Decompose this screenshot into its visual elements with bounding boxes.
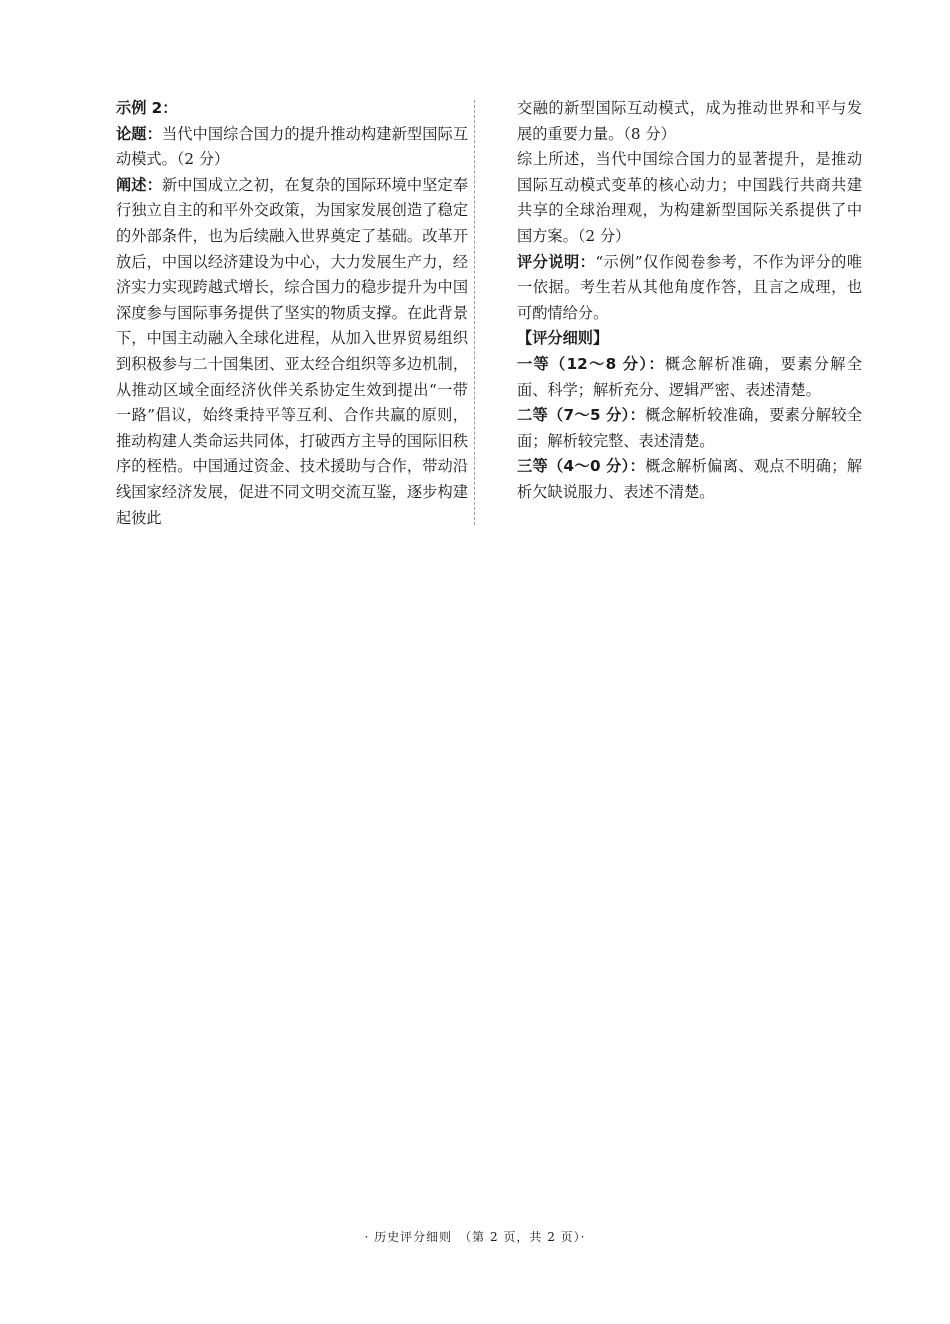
elaboration-label: 阐述：	[116, 175, 162, 194]
example-title	[116, 96, 468, 122]
grade-first-text: 概念解析准确，要素分解全面、科学；解析充分、逻辑严密、表述清楚。	[517, 354, 863, 399]
scoring-note-label: 评分说明：	[517, 252, 596, 271]
grade-third-label: 三等（4～0 分）：	[517, 457, 646, 476]
grade-second	[517, 403, 862, 454]
rubric-title-text: 【评分细则】	[517, 329, 609, 348]
page-footer: · 历史评分细则 （第 2 页，共 2 页）·	[364, 1230, 586, 1244]
thesis-paragraph	[116, 122, 468, 173]
thesis-text: 当代中国综合国力的提升推动构建新型国际互动模式。（2 分）	[116, 124, 469, 169]
example-title-text: 示例 2：	[116, 99, 178, 117]
grade-second-label: 二等（7～5 分）：	[517, 406, 646, 425]
left-column	[116, 96, 468, 531]
grade-second-text: 概念解析较准确，要素分解较全面；解析较完整、表述清楚。	[517, 406, 863, 450]
rubric-title	[517, 326, 862, 352]
right-column	[517, 96, 862, 506]
continuation-paragraph: 交融的新型国际互动模式，成为推动世界和平与发展的重要力量。（8 分）	[517, 99, 862, 143]
grade-third	[517, 454, 862, 505]
elaboration-paragraph	[116, 173, 468, 531]
grade-first-label: 一等（12～8 分）：	[517, 354, 665, 373]
grade-first	[517, 352, 862, 403]
thesis-label: 论题：	[116, 124, 162, 143]
scoring-note-text: “示例”仅作阅卷参考，不作为评分的唯一依据。考生若从其他角度作答，且言之成理，也可酌情给分。	[517, 252, 863, 322]
column-divider	[474, 100, 475, 525]
conclusion-paragraph: 综上所述，当代中国综合国力的显著提升，是推动国际互动模式变革的核心动力；中国践行共商共建共享的全球治理观，为构建新型国际关系提供了中国方案。（2 分）	[517, 150, 862, 245]
scoring-note	[517, 250, 862, 327]
grade-third-text: 概念解析偏离、观点不明确；解析欠缺说服力、表述不清楚。	[517, 457, 863, 501]
elaboration-text: 新中国成立之初，在复杂的国际环境中坚定奉行独立自主的和平外交政策，为国家发展创造了稳定的外部条件，也为后续融入世界奠定了基础。改革开放后，中国以经济建设为中心，大力发展生产力，经济实力实现跨越式增长，综合国力的稳步提升为中国深度参与国际事务提供了坚实的物质支撑。在此背景下，中国主动融入全球化进程，从加入世界贸易组织到积极参与二十国集团、亚太经合组织等多边机制，从推动区域全面经济伙伴关系协定生效到提出“一带一路”倡议，始终秉持平等互利、合作共赢的原则，推动构建人类命运共同体，打破西方主导的国际旧秩序的桎梏。中国通过资金、技术援助与合作，带动沿线国家经济发展，促进不同文明交流互鉴，逐步构建起彼此	[116, 175, 469, 527]
